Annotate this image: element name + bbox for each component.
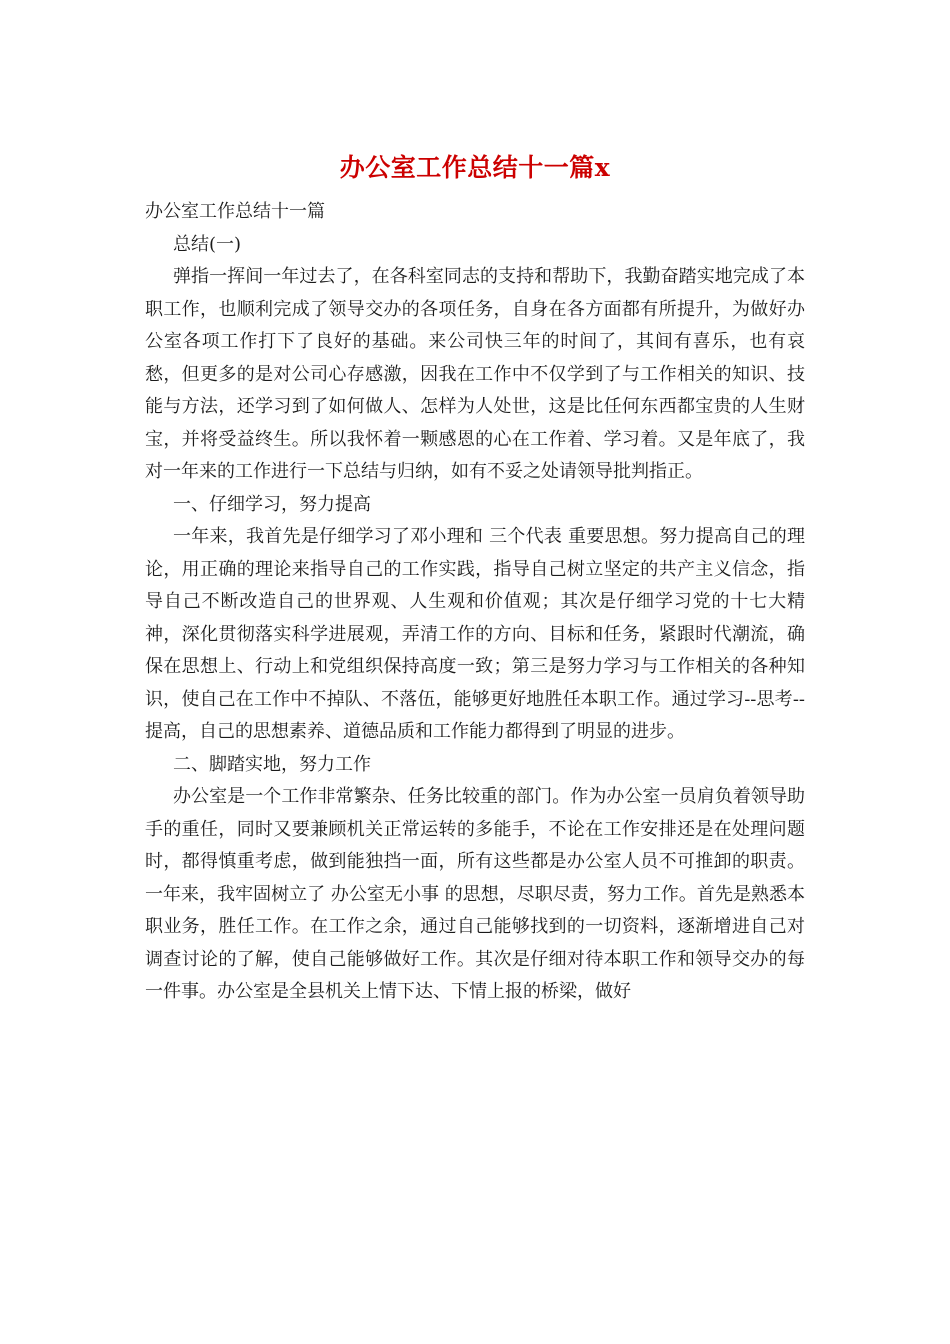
subtitle: 办公室工作总结十一篇	[145, 201, 325, 222]
document-title: 办公室工作总结十一篇x	[339, 153, 611, 182]
document-body	[145, 196, 805, 1009]
section-heading-work: 二、脚踏实地，努力工作	[173, 753, 371, 775]
paragraph-study: 一年来，我首先是仔细学习了邓小理和 三个代表 重要思想。努力提高自己的理论，用正确的理论来指导自己的工作实践，指导自己树立坚定的共产主义信念，指导自己不断改造自己的世界观、人生观和价值观；其次是仔细学习党的十七大精神，深化贯彻落实科学进展观，弄清工作的方向、目标和任务，紧跟时代潮流，确保在思想上、行动上和党组织保持高度一致；第三是努力学习与工作相关的各种知识，使自己在工作中不掉队、不落伍，能够更好地胜任本职工作。通过学习--思考--提高，自己的思想素养、道德品质和工作能力都得到了明显的进步。	[145, 526, 805, 742]
section-heading-study: 一、仔细学习，努力提高	[173, 493, 371, 515]
paragraph-work: 办公室是一个工作非常繁杂、任务比较重的部门。作为办公室一员肩负着领导助手的重任，同时又要兼顾机关正常运转的多能手，不论在工作安排还是在处理问题时，都得慎重考虑，做到能独挡一面，所有这些都是办公室人员不可推卸的职责。一年来，我牢固树立了 办公室无小事 的思想，尽职尽责，努力工作。首先是熟悉本职业务，胜任工作。在工作之余，通过自己能够找到的一切资料，逐渐增进自己对调查讨论的了解，使自己能够做好工作。其次是仔细对待本职工作和领导交办的每一件事。办公室是全县机关上情下达、下情上报的桥梁，做好	[145, 786, 805, 1002]
paragraph-intro: 弹指一挥间一年过去了，在各科室同志的支持和帮助下，我勤奋踏实地完成了本职工作，也顺利完成了领导交办的各项任务，自身在各方面都有所提升，为做好办公室各项工作打下了良好的基础。来公司快三年的时间了，其间有喜乐，也有哀愁，但更多的是对公司心存感激，因我在工作中不仅学到了与工作相关的知识、技能与方法，还学习到了如何做人、怎样为人处世，这是比任何东西都宝贵的人生财宝，并将受益终生。所以我怀着一颗感恩的心在工作着、学习着。又是年底了，我对一年来的工作进行一下总结与归纳，如有不妥之处请领导批判指正。	[145, 266, 805, 482]
section-label: 总结(一)	[173, 233, 242, 255]
